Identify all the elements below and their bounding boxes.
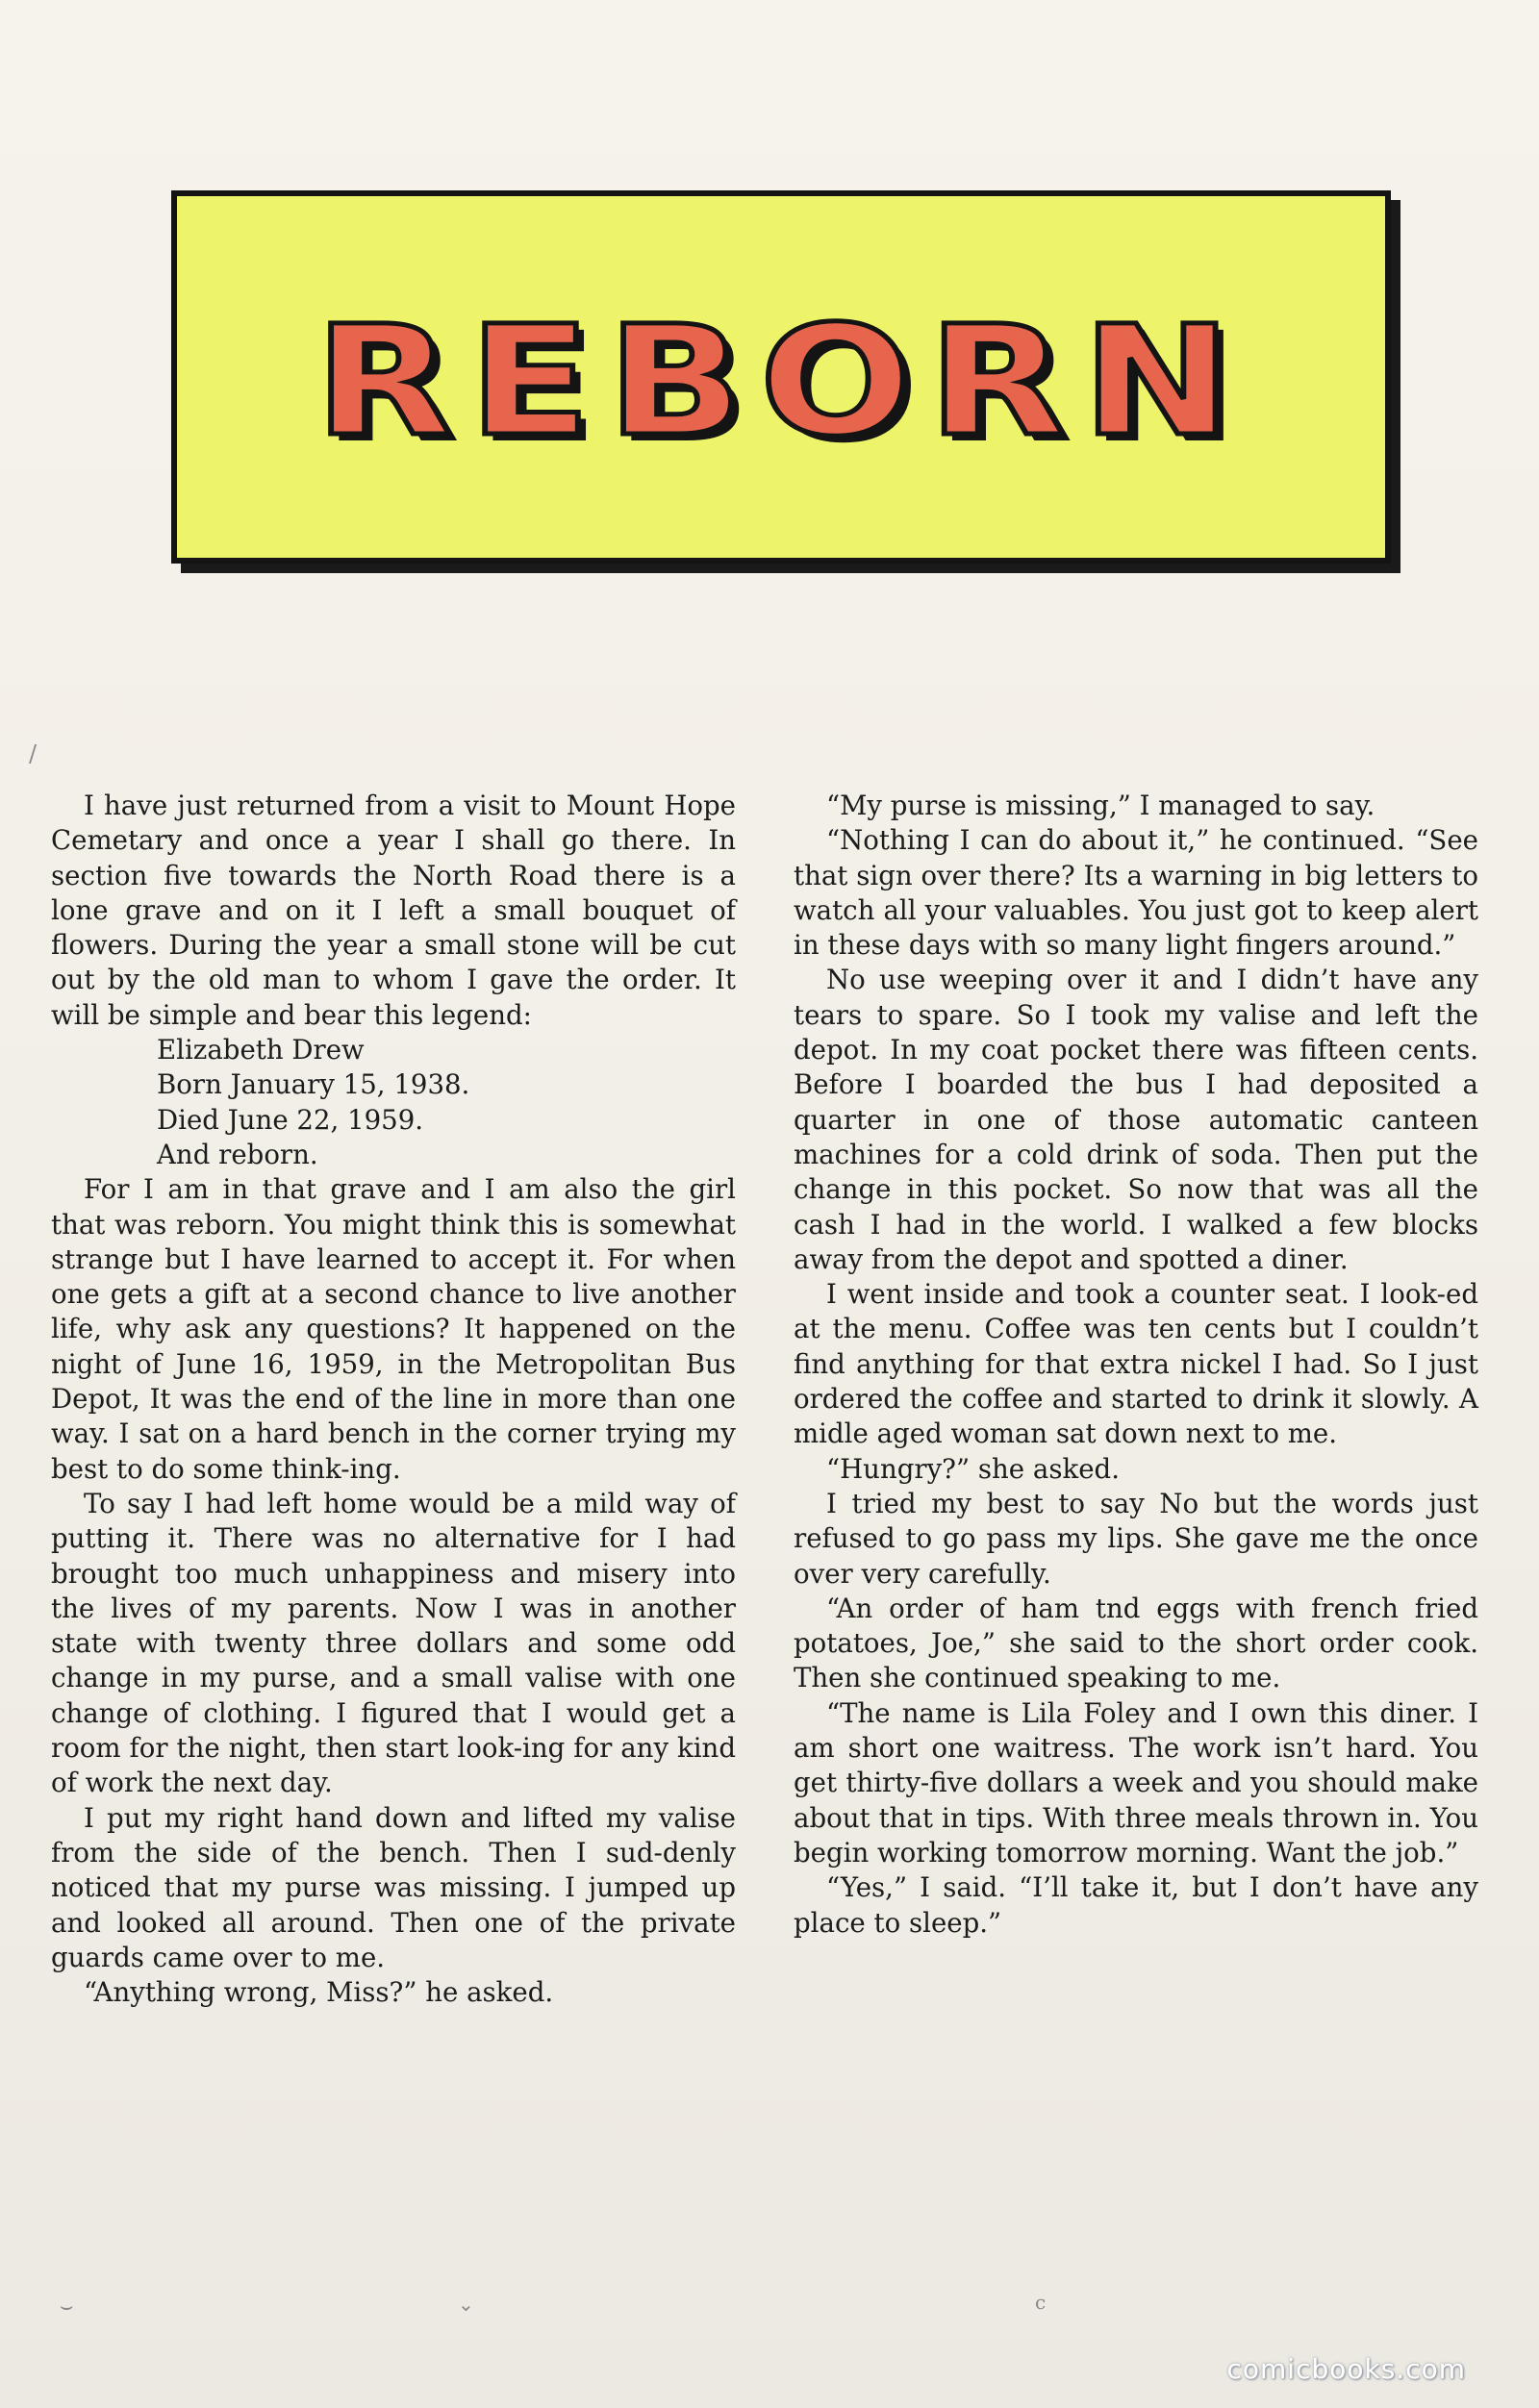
stray-mark: ⌣: [60, 2295, 74, 2319]
paragraph: I went inside and took a counter seat. I look-ed at the menu. Coffee was ten cents but I couldn’t find anything for that extra nickel I had. So I just ordered the coffee and started to drink it slowly. A midle aged woman sat down next to me.: [794, 1278, 1478, 1450]
story-title: REBORN: [314, 293, 1249, 470]
left-column: [51, 789, 736, 2010]
legend-line: And reborn.: [157, 1138, 318, 1170]
stray-mark: /: [29, 740, 38, 767]
title-banner: [171, 190, 1391, 564]
paragraph: “Nothing I can do about it,” he continued. “See that sign over there? Its a warning in big letters to watch all your valuables. You just got to keep alert in these days with so many light fingers around.”: [794, 824, 1478, 962]
right-column: [794, 789, 1478, 1941]
paragraph: “The name is Lila Foley and I own this diner. I am short one waitress. The work isn’t hard. You get thirty-five dollars a week and you should make about that in tips. With three meals thrown in. You begin working tomorrow morning. Want the job.”: [794, 1696, 1478, 1869]
paragraph: I put my right hand down and lifted my valise from the side of the bench. Then I sud-denly noticed that my purse was missing. I jumped up and looked all around. Then one of the private guards came over to me.: [51, 1801, 736, 1973]
paragraph: I tried my best to say No but the words just refused to go pass my lips. She gave me the once over very carefully.: [794, 1487, 1478, 1590]
gravestone-legend: [51, 1033, 736, 1172]
paragraph: No use weeping over it and I didn’t have any tears to spare. So I took my valise and left the depot. In my coat pocket there was fifteen cents. Before I boarded the bus I had deposited a quarter in one of those automatic canteen machines for a cold drink of soda. Then put the change in this pocket. So now that was all the cash I had in the world. I walked a few blocks away from the depot and spotted a diner.: [794, 964, 1478, 1275]
legend-line: Born January 15, 1938.: [157, 1068, 470, 1101]
paragraph: “Yes,” I said. “I’ll take it, but I don’t have any place to sleep.”: [794, 1871, 1478, 1939]
stray-mark: ⌄: [458, 2293, 474, 2316]
paragraph: “Hungry?” she asked.: [826, 1452, 1120, 1485]
paragraph: I have just returned from a visit to Mount Hope Cemetary and once a year I shall go there. In section five towards the North Road there is a lone grave and on it I left a small bouquet of flowers. During the year a small stone will be cut out by the old man to whom I gave the order. It will be simple and bear this legend:: [51, 790, 736, 1031]
legend-line: Elizabeth Drew: [157, 1034, 365, 1066]
paragraph: “An order of ham tnd eggs with french fried potatoes, Joe,” she said to the short order cook. Then she continued speaking to me.: [794, 1592, 1478, 1694]
legend-line: Died June 22, 1959.: [157, 1103, 424, 1136]
paragraph: For I am in that grave and I am also the girl that was reborn. You might think this is somewhat strange but I have learned to accept it. For when one gets a gift at a second chance to live another life, why ask any questions? It happened on the night of June 16, 1959, in the Metropolitan Bus Depot, It was the end of the line in more than one way. I sat on a hard bench in the corner trying my best to do some think-ing.: [51, 1173, 736, 1485]
paragraph: “Anything wrong, Miss?” he asked.: [84, 1976, 554, 2009]
paragraph: “My purse is missing,” I managed to say.: [826, 790, 1375, 821]
stray-mark: c: [1035, 2291, 1047, 2314]
watermark: comicbooks.com: [1226, 2353, 1466, 2385]
paragraph: To say I had left home would be a mild way of putting it. There was no alternative for I had brought too much unhappiness and misery into the lives of my parents. Now I was in another state with twenty three dollars and some odd change in my purse, and a small valise with one change of clothing. I figured that I would get a room for the night, then start look-ing for any kind of work the next day.: [51, 1487, 736, 1799]
